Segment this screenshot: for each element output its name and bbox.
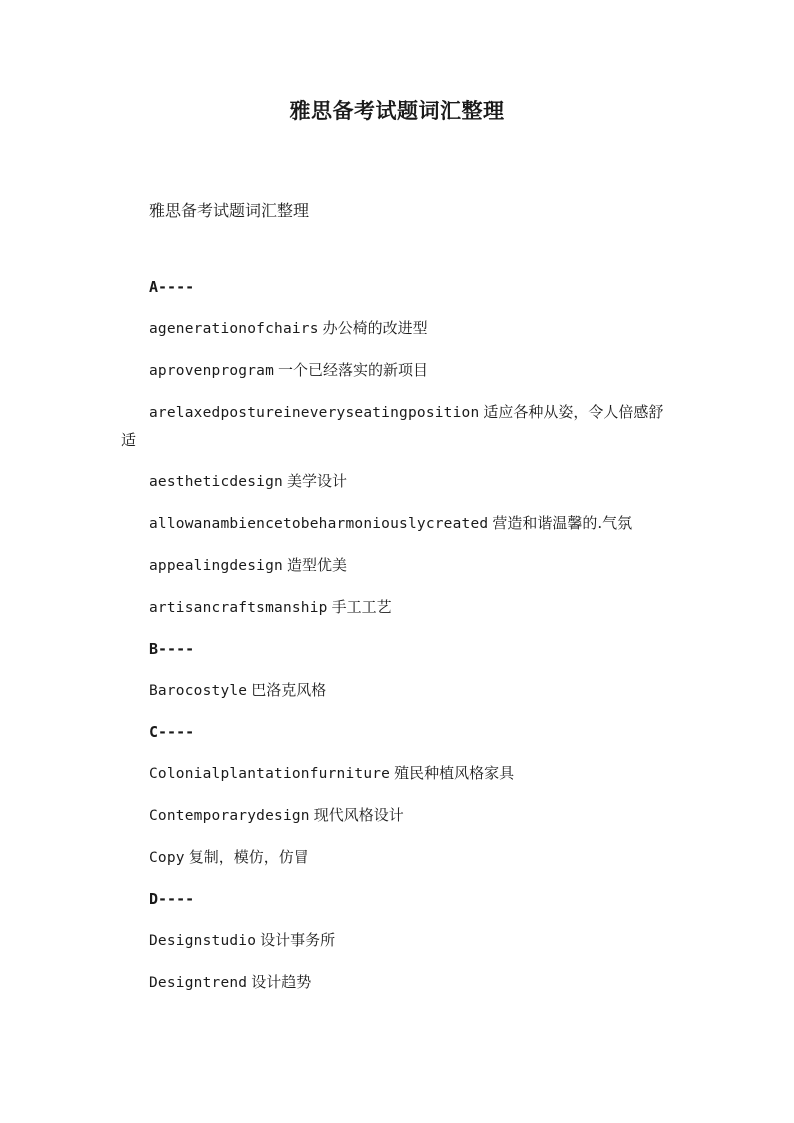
chinese-translation: 殖民种植风格家具 — [394, 764, 515, 782]
chinese-translation: 一个已经落实的新项目 — [278, 361, 429, 379]
english-term: Barocostyle — [149, 683, 248, 699]
english-term: appealingdesign — [149, 558, 283, 574]
vocabulary-entry — [121, 969, 676, 997]
chinese-translation: 复制，模仿，仿冒 — [188, 848, 309, 866]
vocabulary-entry — [121, 552, 676, 580]
chinese-translation: 巴洛克风格 — [251, 681, 327, 699]
vocabulary-entry — [121, 399, 676, 454]
english-term: Designstudio — [149, 933, 257, 949]
english-term: Contemporarydesign — [149, 808, 310, 824]
english-term: artisancraftsmanship — [149, 600, 328, 616]
vocabulary-entry — [121, 802, 676, 830]
english-term: allowanambiencetobeharmoniouslycreated — [149, 516, 489, 532]
chinese-translation: 营造和谐温馨的.气氛 — [492, 514, 633, 532]
english-term: Copy — [149, 850, 185, 866]
chinese-translation: 设计趋势 — [251, 973, 312, 991]
vocabulary-entry — [121, 594, 676, 622]
vocabulary-entry — [121, 468, 676, 496]
section-heading: D---- — [149, 890, 195, 908]
english-term: Designtrend — [149, 975, 248, 991]
vocabulary-entry — [121, 510, 676, 538]
vocabulary-entry — [121, 844, 676, 872]
english-term: aestheticdesign — [149, 474, 283, 490]
chinese-translation: 美学设计 — [286, 472, 347, 490]
vocabulary-list — [121, 274, 676, 1011]
chinese-translation: 造型优美 — [286, 556, 347, 574]
section-heading: A---- — [149, 278, 195, 296]
chinese-translation: 手工工艺 — [331, 598, 392, 616]
chinese-translation: 现代风格设计 — [313, 806, 404, 824]
vocabulary-entry — [121, 927, 676, 955]
english-term: Colonialplantationfurniture — [149, 766, 391, 782]
chinese-translation: 办公椅的改进型 — [322, 319, 428, 337]
vocabulary-entry — [121, 760, 676, 788]
english-term: aprovenprogram — [149, 363, 275, 379]
vocabulary-entry — [121, 677, 676, 705]
vocabulary-entry — [121, 315, 676, 343]
section-heading: B---- — [149, 640, 195, 658]
section-heading: C---- — [149, 723, 195, 741]
document-title: 雅思备考试题词汇整理 — [289, 98, 505, 123]
chinese-translation: 设计事务所 — [260, 931, 336, 949]
english-term: arelaxedpostureineveryseatingposition — [149, 405, 480, 421]
english-term: agenerationofchairs — [149, 321, 319, 337]
document-subtitle: 雅思备考试题词汇整理 — [149, 201, 310, 220]
chinese-translation: 适应各种从姿，令人倍感舒适 — [121, 403, 664, 449]
vocabulary-entry — [121, 357, 676, 385]
